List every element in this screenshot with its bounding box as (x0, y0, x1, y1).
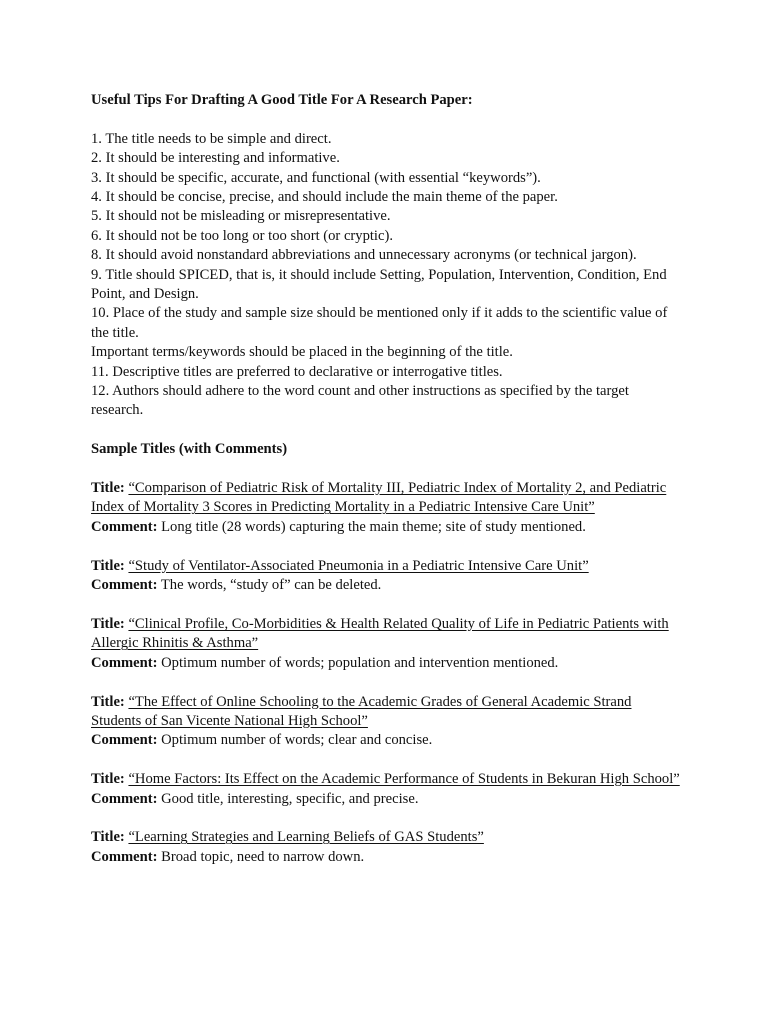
sample-comment-line (91, 848, 681, 867)
tip-item: Important terms/keywords should be placed in the beginning of the title. (91, 344, 513, 361)
sample-comment-line (91, 654, 681, 673)
title-label: Title: (91, 829, 125, 846)
sample-comment: Good title, interesting, specific, and precise. (161, 790, 419, 807)
document-page (91, 91, 681, 887)
sample-title: “Learning Strategies and Learning Beliefs of GAS Students” (128, 829, 484, 846)
tip-item: 5. It should not be misleading or misrepresentative. (91, 208, 391, 225)
sample-entry (91, 828, 681, 867)
sample-comment-line (91, 576, 681, 595)
sample-title: “Comparison of Pediatric Risk of Mortality III, Pediatric Index of Mortality 2, and Pediatric Index of Mortality 3 Scores in Predicting Mortality in a Pediatric Intensive Care Unit” (91, 480, 667, 516)
comment-label: Comment: (91, 848, 158, 865)
samples-heading: Sample Titles (with Comments) (91, 441, 288, 458)
sample-comment-line (91, 790, 681, 809)
sample-comment-line (91, 731, 681, 750)
tip-item: 4. It should be concise, precise, and should include the main theme of the paper. (91, 189, 558, 206)
tip-item: 11. Descriptive titles are preferred to declarative or interrogative titles. (91, 363, 503, 380)
tip-item: 9. Title should SPICED, that is, it should include Setting, Population, Intervention, Condition, End Point, and Design. (91, 266, 667, 303)
sample-comment: Broad topic, need to narrow down. (161, 848, 365, 865)
sample-comment: The words, “study of” can be deleted. (160, 577, 382, 594)
sample-title-line (91, 828, 681, 847)
sample-entry (91, 770, 681, 809)
sample-title: “Clinical Profile, Co-Morbidities & Health Related Quality of Life in Pediatric Patients with Allergic Rhinitis & Asthma” (91, 615, 669, 652)
sample-comment: Optimum number of words; population and intervention mentioned. (161, 654, 559, 671)
title-label: Title: (91, 615, 125, 632)
sample-title-line (91, 693, 681, 732)
tip-item: 6. It should not be too long or too short (or cryptic). (91, 227, 393, 244)
tip-item: 2. It should be interesting and informative. (91, 150, 340, 167)
sample-title: “The Effect of Online Schooling to the Academic Grades of General Academic Strand Students of San Vicente National High School” (91, 693, 632, 729)
tip-item: 3. It should be specific, accurate, and functional (with essential “keywords”). (91, 169, 541, 186)
comment-label: Comment: (91, 790, 158, 807)
title-label: Title: (91, 557, 125, 574)
comment-label: Comment: (91, 577, 158, 594)
tip-item: 12. Authors should adhere to the word count and other instructions as specified by the target research. (91, 383, 629, 419)
tip-item: 10. Place of the study and sample size should be mentioned only if it adds to the scientific value of the title. (91, 305, 668, 341)
sample-title-line (91, 557, 681, 576)
document-heading: Useful Tips For Drafting A Good Title For A Research Paper: (91, 92, 473, 108)
comment-label: Comment: (91, 732, 158, 749)
title-label: Title: (91, 480, 125, 497)
sample-entry (91, 479, 681, 537)
sample-title-line (91, 770, 681, 789)
sample-entry (91, 693, 681, 751)
sample-title: “Home Factors: Its Effect on the Academic Performance of Students in Bekuran High School” (128, 771, 680, 788)
sample-comment: Long title (28 words) capturing the main theme; site of study mentioned. (161, 518, 586, 535)
sample-entry (91, 615, 681, 673)
tip-item: 1. The title needs to be simple and direct. (91, 130, 332, 147)
sample-comment: Optimum number of words; clear and concise. (161, 732, 433, 749)
title-label: Title: (91, 693, 125, 710)
comment-label: Comment: (91, 518, 158, 535)
sample-entry (91, 557, 681, 596)
sample-title-line (91, 479, 681, 518)
sample-comment-line (91, 518, 681, 537)
tip-item: 8. It should avoid nonstandard abbreviations and unnecessary acronyms (or technical jargon). (91, 247, 637, 264)
sample-title: “Study of Ventilator-Associated Pneumonia in a Pediatric Intensive Care Unit” (128, 557, 589, 574)
title-label: Title: (91, 771, 125, 788)
comment-label: Comment: (91, 654, 158, 671)
sample-title-line (91, 615, 681, 654)
tips-list (91, 130, 681, 421)
